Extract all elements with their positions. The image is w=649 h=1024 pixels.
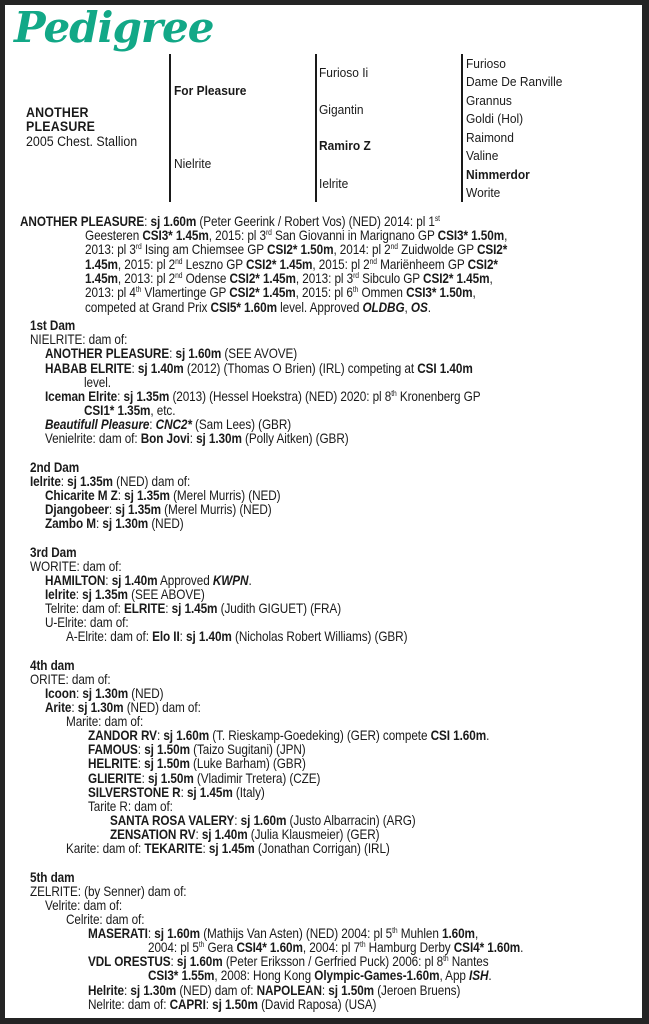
tree-connector-line bbox=[315, 54, 317, 202]
text-segment: Velrite: dam of: bbox=[45, 897, 123, 913]
text-segment: sj 1.40m bbox=[111, 572, 158, 588]
text-segment: Helrite bbox=[88, 982, 125, 998]
great-grandparent: Valine bbox=[466, 148, 499, 163]
text-segment: sj 1.60m bbox=[154, 925, 201, 941]
text-segment: . bbox=[248, 572, 252, 588]
text-segment: (NED) dam of: bbox=[123, 699, 201, 715]
progeny-line bbox=[45, 431, 349, 445]
great-grandparent: Grannus bbox=[466, 93, 512, 108]
text-segment: sj 1.30m bbox=[77, 699, 124, 715]
text-segment: 2013: pl 4 bbox=[85, 284, 136, 300]
text-segment: Bon Jovi bbox=[140, 430, 190, 446]
text-segment: Karite: dam of: bbox=[66, 840, 145, 856]
progeny-line bbox=[45, 488, 280, 502]
text-segment: : bbox=[149, 416, 156, 432]
page-title: Pedigree bbox=[14, 3, 214, 52]
text-segment: CSI 1.60m bbox=[430, 727, 487, 743]
tree-connector-line bbox=[461, 54, 463, 202]
progeny-line bbox=[148, 940, 523, 954]
progeny-line bbox=[30, 559, 122, 573]
text-segment: ISH bbox=[469, 967, 489, 983]
performance-line bbox=[85, 271, 493, 285]
text-segment: Celrite: dam of: bbox=[66, 911, 145, 927]
progeny-line bbox=[30, 474, 190, 488]
performance-line bbox=[85, 300, 431, 314]
text-segment: Elo II bbox=[152, 628, 180, 644]
progeny-line bbox=[45, 573, 252, 587]
text-segment: : bbox=[147, 925, 155, 941]
text-segment: (Vladimir Tretera) (CZE) bbox=[193, 770, 321, 786]
progeny-line bbox=[148, 968, 492, 982]
text-segment: FAMOUS bbox=[88, 741, 138, 757]
text-segment: (Judith GIGUET) (FRA) bbox=[217, 600, 342, 616]
text-segment: CSI2* 1.45m bbox=[423, 270, 490, 286]
subject-name-line2: PLEASURE bbox=[26, 119, 96, 134]
ordinal-suffix: th bbox=[352, 285, 359, 294]
progeny-line bbox=[88, 756, 306, 770]
text-segment: : bbox=[170, 953, 177, 969]
text-segment: (Luke Barham) (GBR) bbox=[189, 755, 306, 771]
text-segment: sj 1.60m bbox=[175, 345, 222, 361]
text-segment: sj 1.40m bbox=[137, 360, 184, 376]
text-segment: ANOTHER PLEASURE bbox=[20, 213, 145, 229]
progeny-line bbox=[45, 361, 473, 375]
ordinal-suffix: nd bbox=[369, 257, 377, 266]
text-segment: CSI2* bbox=[467, 256, 498, 272]
text-segment: sj 1.35m bbox=[82, 586, 128, 602]
progeny-line bbox=[45, 346, 297, 360]
ordinal-suffix: th bbox=[392, 926, 398, 935]
text-segment: : bbox=[137, 741, 145, 757]
text-segment: sj 1.40m bbox=[201, 826, 248, 842]
text-segment: , 2008: Hong Kong bbox=[214, 967, 315, 983]
text-segment: KWPN bbox=[212, 572, 249, 588]
text-segment: (Italy) bbox=[232, 784, 265, 800]
text-segment: , App bbox=[439, 967, 470, 983]
text-segment: : bbox=[124, 982, 131, 998]
tree-connector-line bbox=[169, 54, 171, 202]
progeny-line bbox=[45, 417, 291, 431]
text-segment: : bbox=[189, 430, 197, 446]
text-segment: ANOTHER PLEASURE bbox=[45, 345, 170, 361]
dam: Nielrite bbox=[174, 156, 212, 171]
progeny-line bbox=[30, 672, 111, 686]
text-segment: : bbox=[75, 586, 83, 602]
text-segment: (Taizo Sugitani) (JPN) bbox=[189, 741, 306, 757]
progeny-line bbox=[45, 686, 164, 700]
progeny-line bbox=[45, 601, 341, 615]
text-segment: Chicarite M Z bbox=[45, 487, 118, 503]
text-segment: , bbox=[474, 925, 479, 941]
text-segment: (David Raposa) (USA) bbox=[257, 996, 377, 1012]
text-segment: sj 1.45m bbox=[171, 600, 218, 616]
progeny-line bbox=[88, 997, 376, 1011]
text-segment: NAPOLEAN bbox=[256, 982, 322, 998]
text-segment: , 2014: pl 2 bbox=[333, 241, 391, 257]
text-segment: , 2013: pl 2 bbox=[117, 270, 176, 286]
text-segment: sj 1.50m bbox=[212, 996, 258, 1012]
progeny-line bbox=[45, 615, 129, 629]
text-segment: sj 1.60m bbox=[176, 953, 223, 969]
text-segment: : bbox=[205, 996, 213, 1012]
text-segment: 1.45m bbox=[85, 256, 118, 272]
text-segment: VDL ORESTUS bbox=[88, 953, 171, 969]
text-segment: Mariënheem GP bbox=[376, 256, 468, 272]
text-segment: sj 1.40m bbox=[186, 628, 232, 644]
text-segment: , bbox=[504, 227, 508, 243]
text-segment: CSI2* bbox=[476, 241, 508, 257]
great-grandparent: Nimmerdor bbox=[466, 167, 530, 182]
text-segment: Ising am Chiemsee GP bbox=[141, 241, 268, 257]
text-segment: CSI1* 1.35m bbox=[84, 402, 151, 418]
performance-line bbox=[85, 242, 507, 256]
progeny-line bbox=[110, 827, 379, 841]
text-segment: sj 1.35m bbox=[124, 487, 170, 503]
progeny-line bbox=[45, 502, 272, 516]
ordinal-suffix: th bbox=[443, 954, 449, 963]
text-segment: Zambo M bbox=[45, 515, 97, 531]
progeny-line bbox=[45, 587, 205, 601]
text-segment: NIELRITE: dam of: bbox=[30, 331, 128, 347]
text-segment: Hamburg Derby bbox=[365, 939, 454, 955]
text-segment: A-Elrite: dam of: bbox=[66, 628, 153, 644]
text-segment: (Nicholas Robert Williams) (GBR) bbox=[231, 628, 408, 644]
sire: For Pleasure bbox=[174, 83, 247, 98]
section-heading: 4th dam bbox=[30, 657, 75, 673]
progeny-line bbox=[88, 771, 320, 785]
text-segment: (Sam Lees) (GBR) bbox=[191, 416, 292, 432]
text-segment: : bbox=[108, 501, 116, 517]
progeny-line bbox=[88, 785, 265, 799]
progeny-line bbox=[66, 841, 390, 855]
text-segment: : bbox=[179, 628, 187, 644]
text-segment: 2013: pl 3 bbox=[85, 241, 136, 257]
text-segment: CSI2* 1.45m bbox=[246, 256, 313, 272]
text-segment: (Merel Murris) (NED) bbox=[169, 487, 281, 503]
text-segment: Icoon bbox=[45, 685, 76, 701]
text-segment: U-Elrite: dam of: bbox=[45, 614, 129, 630]
text-segment: Odense bbox=[182, 270, 230, 286]
text-segment: Geesteren bbox=[85, 227, 143, 243]
text-segment: level. Approved bbox=[276, 299, 363, 315]
text-segment: Ielrite bbox=[45, 586, 76, 602]
text-segment: : bbox=[169, 345, 176, 361]
text-segment: Ielrite bbox=[30, 473, 61, 489]
text-segment: : bbox=[180, 784, 187, 800]
text-segment: Marite: dam of: bbox=[66, 713, 144, 729]
text-segment: : bbox=[234, 812, 241, 828]
great-grandparent: Furioso bbox=[466, 56, 506, 71]
ordinal-suffix: rd bbox=[135, 242, 142, 251]
progeny-line bbox=[45, 516, 184, 530]
performance-line bbox=[20, 214, 440, 228]
progeny-line bbox=[45, 898, 122, 912]
text-segment: sj 1.60m bbox=[240, 812, 287, 828]
text-segment: , 2015: pl 2 bbox=[117, 256, 176, 272]
text-segment: (NED) bbox=[128, 685, 164, 701]
performance-line bbox=[85, 285, 476, 299]
subject-description: 2005 Chest. Stallion bbox=[26, 134, 138, 149]
text-segment: Arite bbox=[45, 699, 72, 715]
text-segment: : bbox=[165, 600, 172, 616]
text-segment: CSI3* 1.50m bbox=[437, 227, 505, 243]
text-segment: : bbox=[141, 770, 148, 786]
text-segment: WORITE: dam of: bbox=[30, 558, 122, 574]
text-segment: Nantes bbox=[448, 953, 489, 969]
text-segment: sj 1.35m bbox=[67, 473, 113, 489]
text-segment: CNC2* bbox=[155, 416, 192, 432]
progeny-line bbox=[30, 884, 186, 898]
text-segment: ZELRITE: (by Senner) dam of: bbox=[30, 883, 187, 899]
text-segment: competed at Grand Prix bbox=[85, 299, 211, 315]
text-segment: : bbox=[105, 572, 112, 588]
performance-line bbox=[85, 257, 498, 271]
section-heading: 5th dam bbox=[30, 869, 75, 885]
text-segment: : bbox=[60, 473, 68, 489]
text-segment: : bbox=[96, 515, 103, 531]
ordinal-suffix: th bbox=[391, 389, 397, 398]
subject-name-line1: ANOTHER bbox=[26, 105, 89, 120]
ordinal-suffix: th bbox=[198, 940, 205, 949]
text-segment: CSI3* 1.45m bbox=[142, 227, 209, 243]
text-segment: : bbox=[321, 982, 329, 998]
progeny-line bbox=[66, 912, 144, 926]
text-segment: . bbox=[520, 939, 524, 955]
text-segment: (Merel Murris) (NED) bbox=[160, 501, 272, 517]
text-segment: : bbox=[131, 360, 138, 376]
text-segment: sj 1.60m bbox=[150, 213, 197, 229]
section-heading: 3rd Dam bbox=[30, 544, 77, 560]
text-segment: (NED) bbox=[148, 515, 184, 531]
text-segment: HABAB ELRITE bbox=[45, 360, 132, 376]
text-segment: : bbox=[117, 388, 124, 404]
text-segment: Sibculo GP bbox=[358, 270, 424, 286]
text-segment: CSI3* 1.55m bbox=[148, 967, 215, 983]
text-segment: 1.45m bbox=[85, 270, 118, 286]
great-grandparent: Goldi (Hol) bbox=[466, 111, 524, 126]
text-segment: . bbox=[488, 967, 492, 983]
text-segment: San Giovanni in Marignano GP bbox=[271, 227, 438, 243]
text-segment: (Peter Eriksson / Gerfried Puck) 2006: pl 8 bbox=[222, 953, 444, 969]
great-grandparent: Worite bbox=[466, 185, 501, 200]
progeny-line bbox=[45, 700, 201, 714]
text-segment: Ommen bbox=[358, 284, 407, 300]
text-segment: CAPRI bbox=[169, 996, 206, 1012]
text-segment: CSI5* 1.60m bbox=[210, 299, 277, 315]
text-segment: , bbox=[404, 299, 411, 315]
text-segment: sj 1.35m bbox=[123, 388, 170, 404]
text-segment: HELRITE bbox=[88, 755, 138, 771]
text-segment: 1.60m bbox=[442, 925, 475, 941]
text-segment: sj 1.30m bbox=[196, 430, 242, 446]
text-segment: ZENSATION RV bbox=[110, 826, 196, 842]
text-segment: sj 1.50m bbox=[147, 770, 194, 786]
text-segment: Kronenberg GP bbox=[396, 388, 481, 404]
ordinal-suffix: st bbox=[434, 214, 440, 223]
text-segment: GLIERITE bbox=[88, 770, 142, 786]
sire-dam: Gigantin bbox=[319, 102, 364, 117]
text-segment: (T. Rieskamp-Goedeking) (GER) compete bbox=[209, 727, 431, 743]
ordinal-suffix: nd bbox=[175, 257, 183, 266]
text-segment: CSI4* 1.60m bbox=[236, 939, 303, 955]
text-segment: Telrite: dam of: bbox=[45, 600, 124, 616]
text-segment: : bbox=[71, 699, 78, 715]
text-segment: CSI2* 1.50m bbox=[267, 241, 334, 257]
text-segment: Beautifull Pleasure bbox=[45, 416, 150, 432]
text-segment: Gera bbox=[204, 939, 237, 955]
text-segment: ORITE: dam of: bbox=[30, 671, 111, 687]
text-segment: , 2015: pl 2 bbox=[312, 256, 370, 272]
text-segment: : bbox=[144, 213, 151, 229]
progeny-line bbox=[66, 714, 143, 728]
text-segment: CSI2* 1.45m bbox=[229, 270, 296, 286]
ordinal-suffix: nd bbox=[390, 242, 398, 251]
progeny-line bbox=[88, 799, 173, 813]
text-segment: sj 1.45m bbox=[186, 784, 233, 800]
text-segment: sj 1.30m bbox=[130, 982, 177, 998]
section-heading: 1st Dam bbox=[30, 317, 76, 333]
text-segment: (2012) (Thomas O Brien) (IRL) competing at bbox=[183, 360, 418, 376]
sire-sire: Furioso Ii bbox=[319, 65, 369, 80]
text-segment: sj 1.50m bbox=[328, 982, 375, 998]
ordinal-suffix: rd bbox=[265, 228, 272, 237]
text-segment: Zuidwolde GP bbox=[397, 241, 477, 257]
text-segment: (Jeroen Bruens) bbox=[374, 982, 461, 998]
progeny-line bbox=[84, 403, 175, 417]
progeny-line bbox=[88, 954, 489, 968]
progeny-line bbox=[84, 375, 111, 389]
text-segment: (SEE AVOVE) bbox=[221, 345, 298, 361]
text-segment: Approved bbox=[157, 572, 213, 588]
text-segment: , etc. bbox=[150, 402, 176, 418]
text-segment: SANTA ROSA VALERY bbox=[110, 812, 235, 828]
text-segment: Nelrite: dam of: bbox=[88, 996, 170, 1012]
ordinal-suffix: th bbox=[360, 940, 366, 949]
progeny-line bbox=[45, 389, 480, 403]
text-segment: (NED) dam of: bbox=[112, 473, 191, 489]
text-segment: CSI2* 1.45m bbox=[229, 284, 296, 300]
text-segment: Leszno GP bbox=[182, 256, 247, 272]
text-segment: TEKARITE bbox=[144, 840, 203, 856]
progeny-line bbox=[88, 983, 460, 997]
text-segment: . bbox=[486, 727, 490, 743]
text-segment: sj 1.30m bbox=[102, 515, 149, 531]
text-segment: Vlamertinge GP bbox=[141, 284, 230, 300]
text-segment: . bbox=[427, 299, 431, 315]
text-segment: : bbox=[117, 487, 125, 503]
progeny-line bbox=[88, 728, 489, 742]
text-segment: sj 1.60m bbox=[163, 727, 210, 743]
text-segment: sj 1.30m bbox=[82, 685, 129, 701]
text-segment: Djangobeer bbox=[45, 501, 109, 517]
text-segment: SILVERSTONE R bbox=[88, 784, 181, 800]
dam-sire: Ramiro Z bbox=[319, 138, 371, 153]
text-segment: (2013) (Hessel Hoekstra) (NED) 2020: pl 8 bbox=[169, 388, 392, 404]
progeny-line bbox=[110, 813, 416, 827]
text-segment: (SEE ABOVE) bbox=[127, 586, 205, 602]
text-segment: , bbox=[489, 270, 493, 286]
text-segment: HAMILTON bbox=[45, 572, 106, 588]
text-segment: ELRITE bbox=[123, 600, 166, 616]
text-segment: sj 1.50m bbox=[144, 741, 190, 757]
text-segment: (Mathijs Van Asten) (NED) 2004: pl 5 bbox=[200, 925, 393, 941]
text-segment: Tarite R: dam of: bbox=[88, 798, 173, 814]
text-segment: Venielrite: dam of: bbox=[45, 430, 141, 446]
text-segment: (Polly Aitken) (GBR) bbox=[241, 430, 349, 446]
text-segment: , 2015: pl 6 bbox=[295, 284, 353, 300]
text-segment: (Jonathan Corrigan) (IRL) bbox=[254, 840, 390, 856]
text-segment: sj 1.50m bbox=[144, 755, 190, 771]
text-segment: : bbox=[202, 840, 209, 856]
text-segment: level. bbox=[84, 374, 111, 390]
text-segment: (Julia Klausmeier) (GER) bbox=[247, 826, 380, 842]
text-segment: ZANDOR RV bbox=[88, 727, 157, 743]
progeny-line bbox=[66, 629, 407, 643]
text-segment: (NED) dam of: bbox=[176, 982, 257, 998]
performance-line bbox=[85, 228, 507, 242]
text-segment: MASERATI bbox=[88, 925, 148, 941]
section-heading: 2nd Dam bbox=[30, 459, 80, 475]
text-segment: (Peter Geerink / Robert Vos) (NED) 2014: pl 1 bbox=[196, 213, 435, 229]
text-segment: : bbox=[137, 755, 145, 771]
text-segment: CSI 1.40m bbox=[417, 360, 473, 376]
text-segment: 2004: pl 5 bbox=[148, 939, 199, 955]
text-segment: , 2013: pl 3 bbox=[295, 270, 354, 286]
text-segment: Iceman Elrite bbox=[45, 388, 118, 404]
text-segment: , 2004: pl 7 bbox=[302, 939, 361, 955]
text-segment: CSI3* 1.50m bbox=[406, 284, 473, 300]
text-segment: : bbox=[156, 727, 164, 743]
text-segment: sj 1.35m bbox=[115, 501, 161, 517]
progeny-line bbox=[30, 332, 127, 346]
great-grandparent: Raimond bbox=[466, 130, 514, 145]
dam-dam: Ielrite bbox=[319, 176, 349, 191]
text-segment: : bbox=[195, 826, 202, 842]
text-segment: OLDBG bbox=[362, 299, 405, 315]
text-segment: Muhlen bbox=[397, 925, 443, 941]
progeny-line bbox=[88, 742, 306, 756]
text-segment: : bbox=[75, 685, 83, 701]
text-segment: , bbox=[472, 284, 476, 300]
text-segment: OS bbox=[410, 299, 428, 315]
text-segment: Olympic-Games-1.60m bbox=[314, 967, 440, 983]
ordinal-suffix: nd bbox=[175, 271, 183, 280]
text-segment: , 2015: pl 3 bbox=[208, 227, 266, 243]
text-segment: (Justo Albarracin) (ARG) bbox=[286, 812, 416, 828]
ordinal-suffix: rd bbox=[353, 271, 359, 280]
ordinal-suffix: th bbox=[135, 285, 142, 294]
text-segment: CSI4* 1.60m bbox=[453, 939, 521, 955]
progeny-line bbox=[88, 926, 478, 940]
great-grandparent: Dame De Ranville bbox=[466, 74, 563, 89]
text-segment: sj 1.45m bbox=[208, 840, 255, 856]
